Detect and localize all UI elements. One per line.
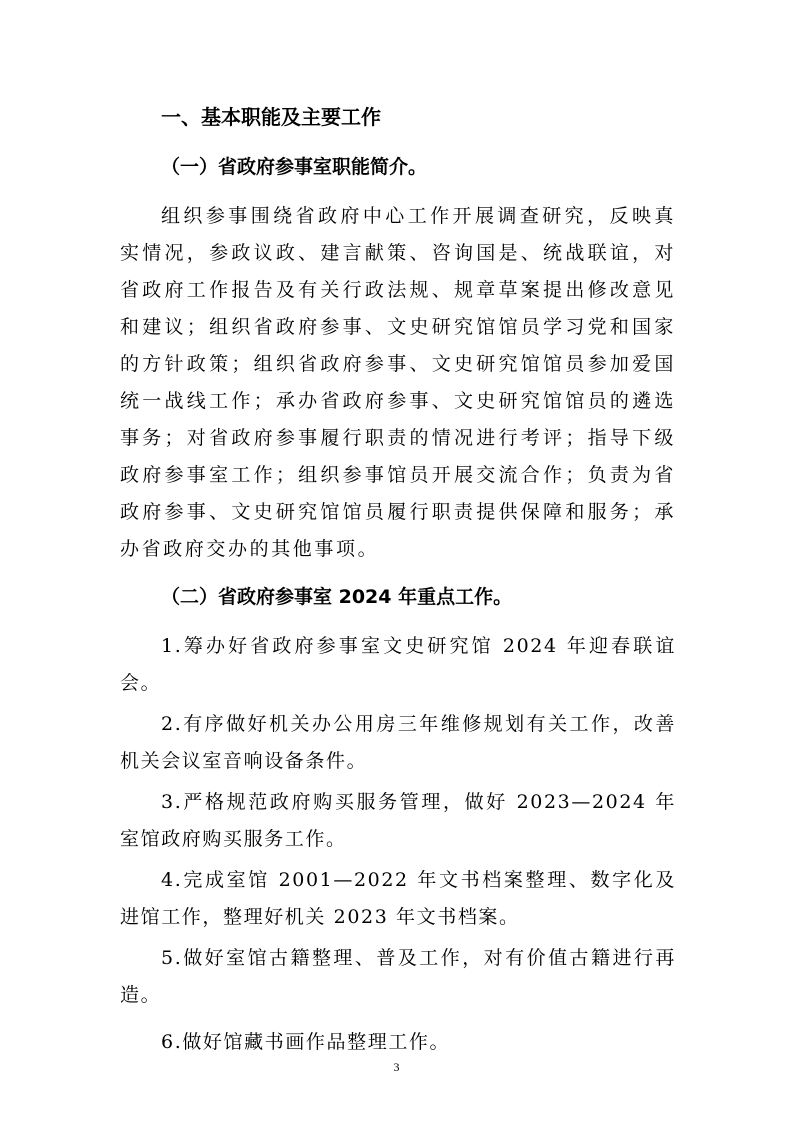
list-item: 6.做好馆藏书画作品整理工作。	[161, 1031, 451, 1053]
page-number: 3	[393, 1060, 400, 1074]
functions-paragraph: 组织参事围绕省政府中心工作开展调查研究，反映真实情况，参政议政、建言献策、咨询国是、统战联谊，对省政府工作报告及有关行政法规、规章草案提出修改意见和建议；组织省政府参事、文史研究馆馆员学习党和国家的方针政策；组织省政府参事、文史研究馆馆员参加爱国统一战线工作；承办省政府参事、文史研究馆馆员的遴选事务；对省政府参事履行职责的情况进行考评；指导下级政府参事室工作；组织参事馆员开展交流合作；负责为省政府参事、文史研究馆馆员履行职责提供保障和服务；承办省政府交办的其他事项。	[120, 205, 676, 560]
subsection-heading-key-work: （二）省政府参事室 2024 年重点工作。	[161, 586, 513, 608]
list-item: 1.筹办好省政府参事室文史研究馆 2024 年迎春联谊会。	[120, 635, 676, 694]
section-heading: 一、基本职能及主要工作	[161, 105, 381, 129]
list-item: 4.完成室馆 2001—2022 年文书档案整理、数字化及进馆工作，整理好机关 2023 年文书档案。	[120, 869, 676, 928]
list-item: 5.做好室馆古籍整理、普及工作，对有价值古籍进行再造。	[120, 947, 676, 1006]
list-item: 3.严格规范政府购买服务管理，做好 2023—2024 年室馆政府购买服务工作。	[120, 791, 676, 850]
subsection-heading-functions: （一）省政府参事室职能简介。	[161, 156, 428, 178]
list-item: 2.有序做好机关办公用房三年维修规划有关工作，改善机关会议室音响设备条件。	[120, 713, 676, 772]
page-content	[120, 92, 676, 1065]
